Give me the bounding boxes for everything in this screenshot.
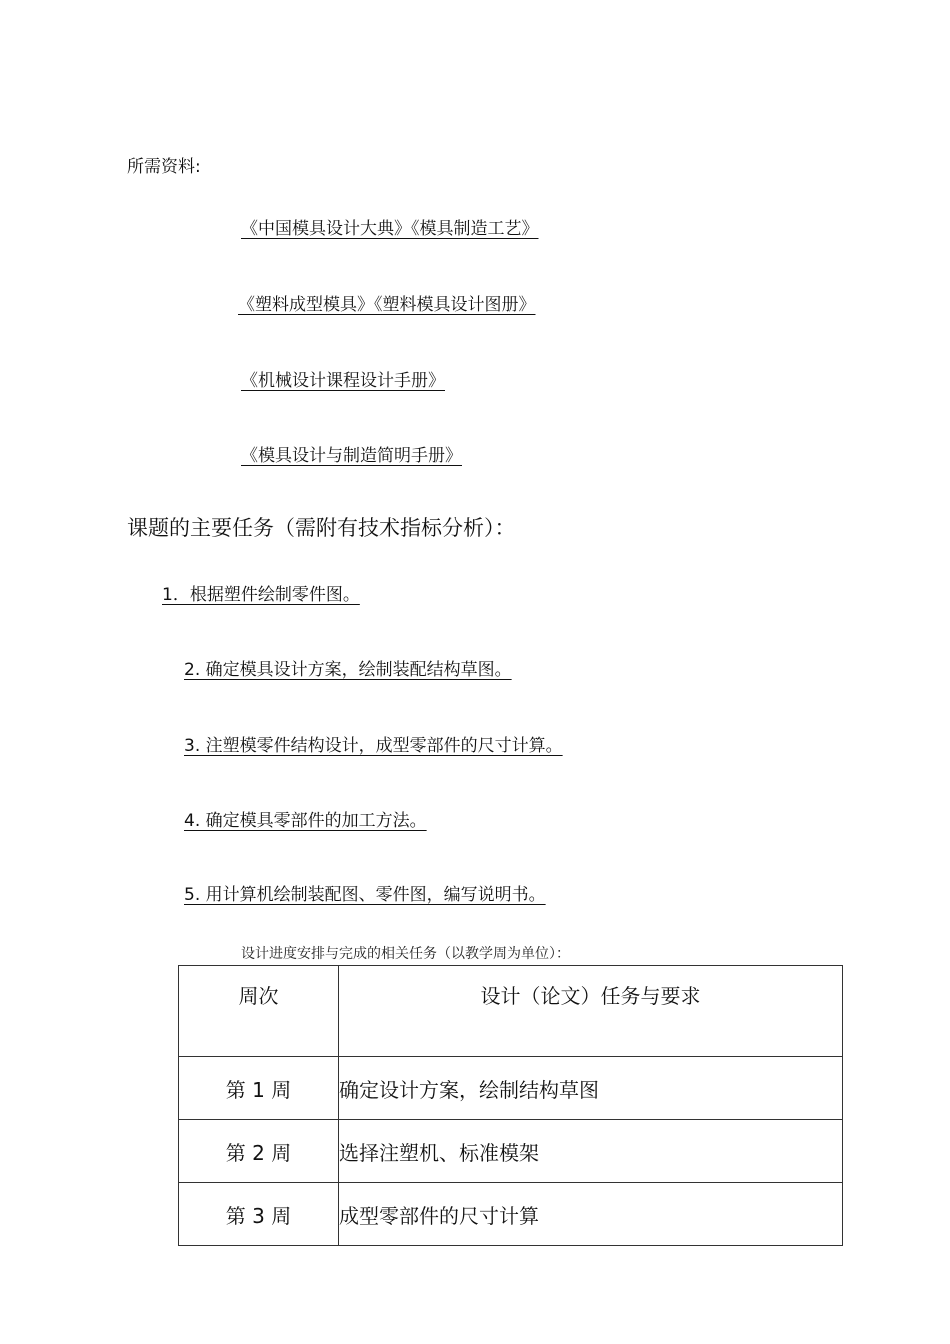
task-cell: 成型零部件的尺寸计算 — [339, 1183, 843, 1246]
schedule-caption: 设计进度安排与完成的相关任务（以教学周为单位）： — [241, 946, 570, 962]
tasks-heading: 课题的主要任务（需附有技术指标分析）： — [127, 516, 516, 540]
task-item: 3. 注塑模零件结构设计，成型零部件的尺寸计算。 — [184, 736, 563, 756]
reference-item: 《模具设计与制造简明手册》 — [241, 446, 462, 466]
materials-label: 所需资料: — [127, 157, 201, 177]
task-item: 5. 用计算机绘制装配图、零件图，编写说明书。 — [184, 885, 546, 905]
week-cell: 第 2 周 — [179, 1120, 339, 1183]
table-row — [179, 1120, 843, 1183]
table-row — [179, 1057, 843, 1120]
task-item: 4. 确定模具零部件的加工方法。 — [184, 811, 427, 831]
table-header-row — [179, 966, 843, 1057]
task-item: 2. 确定模具设计方案，绘制装配结构草图。 — [184, 660, 512, 680]
schedule-table — [178, 965, 843, 1246]
reference-item: 《机械设计课程设计手册》 — [241, 371, 445, 391]
reference-item: 《塑料成型模具》《塑料模具设计图册》 — [238, 295, 536, 315]
table-row — [179, 1183, 843, 1246]
header-week: 周次 — [179, 966, 339, 1057]
reference-item: 《中国模具设计大典》《模具制造工艺》 — [241, 219, 539, 239]
week-cell: 第 1 周 — [179, 1057, 339, 1120]
week-cell: 第 3 周 — [179, 1183, 339, 1246]
task-cell: 选择注塑机、标准模架 — [339, 1120, 843, 1183]
task-cell: 确定设计方案，绘制结构草图 — [339, 1057, 843, 1120]
task-item: 1．根据塑件绘制零件图。 — [162, 585, 360, 605]
header-task: 设计（论文）任务与要求 — [339, 966, 843, 1057]
